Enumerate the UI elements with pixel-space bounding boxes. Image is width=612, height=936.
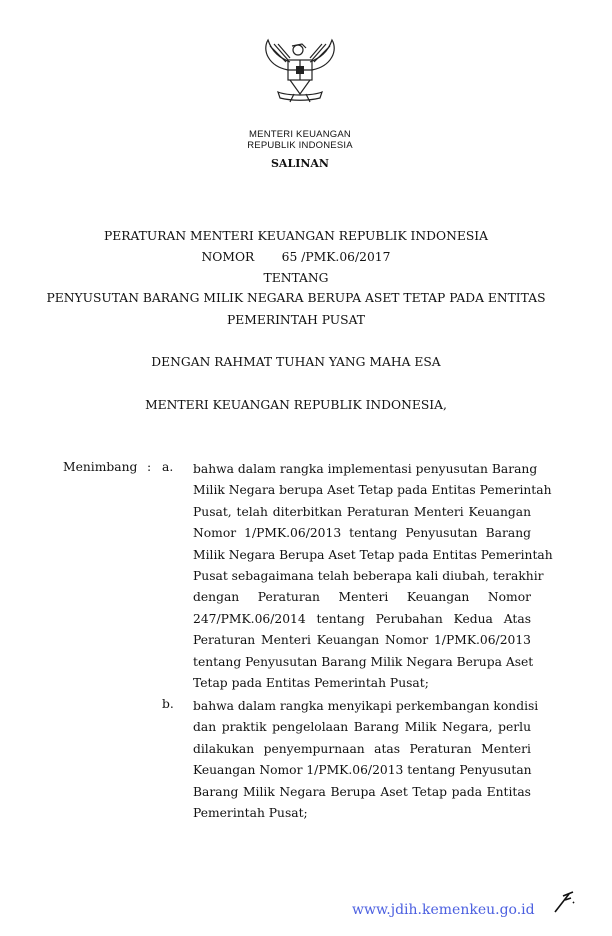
item-text-line: Milik Negara Berupa Aset Tetap pada Entitas Pemerintah [193,547,553,562]
item-text-line: dan praktik pengelolaan Barang Milik Negara, perlu [193,720,531,735]
paraf-mark-icon [553,888,577,918]
item-text-line: tentang Penyusutan Barang Milik Negara Berupa Aset [193,654,534,669]
considering-colon: : [147,460,152,474]
item-text-line: bahwa dalam rangka implementasi penyusutan Barang [193,462,538,476]
item-text-line: Keuangan Nomor 1/PMK.06/2013 tentang Penyusutan [193,763,532,778]
issuer-line-1: MENTERI KEUANGAN [249,129,351,140]
item-text-line: bahwa dalam rangka menyikapi perkembangan kondisi [193,699,539,713]
considering-label: Menimbang [63,460,138,474]
item-text-line: Peraturan Menteri Keuangan Nomor 1/PMK.06/2013 [193,633,531,648]
authority: MENTERI KEUANGAN REPUBLIK INDONESIA, [145,398,447,412]
invocation: DENGAN RAHMAT TUHAN YANG MAHA ESA [151,355,441,369]
item-text-line: Pemerintah Pusat; [193,806,308,820]
regulation-number: NOMOR 65 /PMK.06/2017 [201,250,391,264]
item-text-line: Tetap pada Entitas Pemerintah Pusat; [193,676,429,690]
item-text-line: dengan Peraturan Menteri Keuangan Nomor [193,590,531,605]
salinan-stamp: SALINAN [270,157,329,170]
item-text-line: dilakukan penyempurnaan atas Peraturan Menteri [193,741,531,756]
footer-url[interactable]: www.jdih.kemenkeu.go.id [352,902,535,918]
regulation-title: PERATURAN MENTERI KEUANGAN REPUBLIK INDONESIA [103,229,489,243]
item-text-line: 247/PMK.06/2014 tentang Perubahan Kedua Atas [193,611,531,626]
item-text-line: Milik Negara berupa Aset Tetap pada Entitas Pemerintah [193,483,552,498]
issuer-line-2: REPUBLIK INDONESIA [247,140,353,151]
item-text-line: Barang Milik Negara Berupa Aset Tetap pada Entitas [193,784,531,799]
subject-line-2: PEMERINTAH PUSAT [227,313,365,327]
item-text-line: Nomor 1/PMK.06/2013 tentang Penyusutan Barang [193,526,531,541]
subject-line-1: PENYUSUTAN BARANG MILIK NEGARA BERUPA ASET TETAP PADA ENTITAS [46,291,546,305]
about-label: TENTANG [263,271,329,285]
garuda-emblem [258,36,342,104]
item-marker: a. [162,460,174,474]
item-marker: b. [162,697,174,711]
item-text-line: Pusat sebagaimana telah beberapa kali diubah, terakhir [193,569,544,583]
item-text-line: Pusat, telah diterbitkan Peraturan Menteri Keuangan [193,504,531,519]
